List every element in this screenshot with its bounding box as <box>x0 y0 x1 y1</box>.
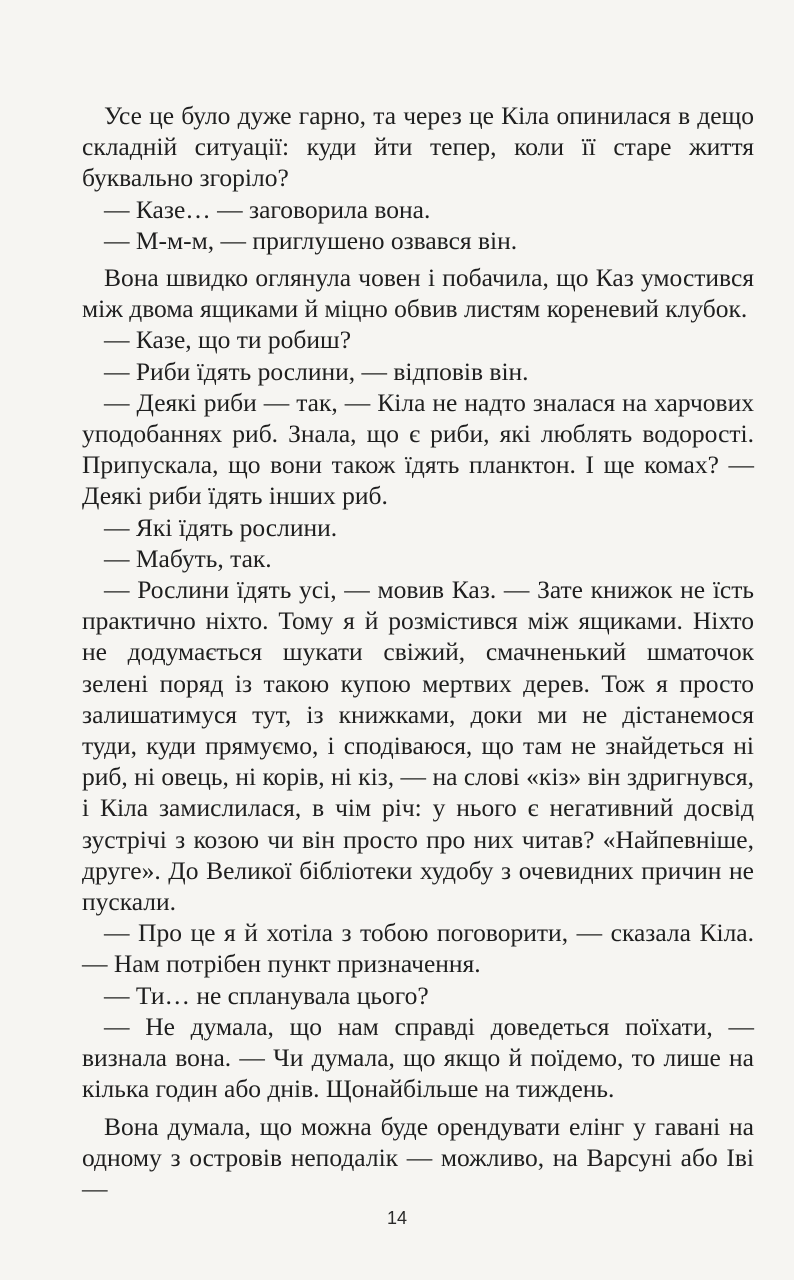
paragraph-10: — Рослини їдять усі, — мовив Каз. — Зате книжок не їсть практично ніхто. Тому я й розмістився між ящиками. Ніхто не додумається шукати свіжий, смачненький шматочок зелені поряд із такою купою мертвих дерев. Тож я просто залишатимуся тут, із книжками, доки ми не дістанемося туди, куди прямуємо, і сподіваюся, що там не знайдеться ні риб, ні овець, ні корів, ні кіз, — на слові «кіз» він здригнувся, і Кіла замислилася, в чім річ: у нього є негативний досвід зустрічі з козою чи він просто про них читав? «Найпевніше, друге». До Великої бібліотеки худобу з очевидних причин не пускали. <box>82 575 754 917</box>
paragraph-9: — Мабуть, так. <box>104 543 272 573</box>
page-number: 14 <box>386 1208 408 1228</box>
paragraph-11: — Про це я й хотіла з тобою поговорити, — сказала Кіла. — Нам потрібен пункт призначення. <box>82 918 754 979</box>
paragraph-8: — Які їдять рослини. <box>104 512 338 542</box>
paragraph-5: — Казе, що ти робиш? <box>104 325 352 355</box>
page-body <box>82 100 754 1204</box>
paragraph-1: Усе це було дуже гарно, та через це Кіла опинилася в дещо складній ситуації: куди йти тепер, коли її старе життя буквально згоріло? <box>82 101 754 193</box>
paragraph-2: — Казе… — заговорила вона. <box>104 194 431 224</box>
paragraph-14: Вона думала, що можна буде орендувати елінг у гавані на одному з островів неподалік — можливо, на Варсуні або Іві — <box>82 1111 754 1203</box>
paragraph-6: — Риби їдять рослини, — відповів він. <box>104 356 529 386</box>
paragraph-7: — Деякі риби — так, — Кіла не надто зналася на харчових уподобаннях риб. Знала, що є риби, які люблять водорості. Припускала, що вони також їдять планктон. І ще комах? — Деякі риби їдять інших риб. <box>82 387 754 511</box>
paragraph-4: Вона швидко оглянула човен і побачила, що Каз умостився між двома ящиками й міцно обвив листям кореневий клубок. <box>82 263 754 324</box>
paragraph-12: — Ти… не спланувала цього? <box>104 980 429 1010</box>
paragraph-13: — Не думала, що нам справді доведеться поїхати, — визнала вона. — Чи думала, що якщо й поїдемо, то лише на кілька годин або днів. Щонайбільше на тиждень. <box>82 1011 754 1104</box>
paragraph-3: — М-м-м, — приглушено озвався він. <box>104 225 518 255</box>
